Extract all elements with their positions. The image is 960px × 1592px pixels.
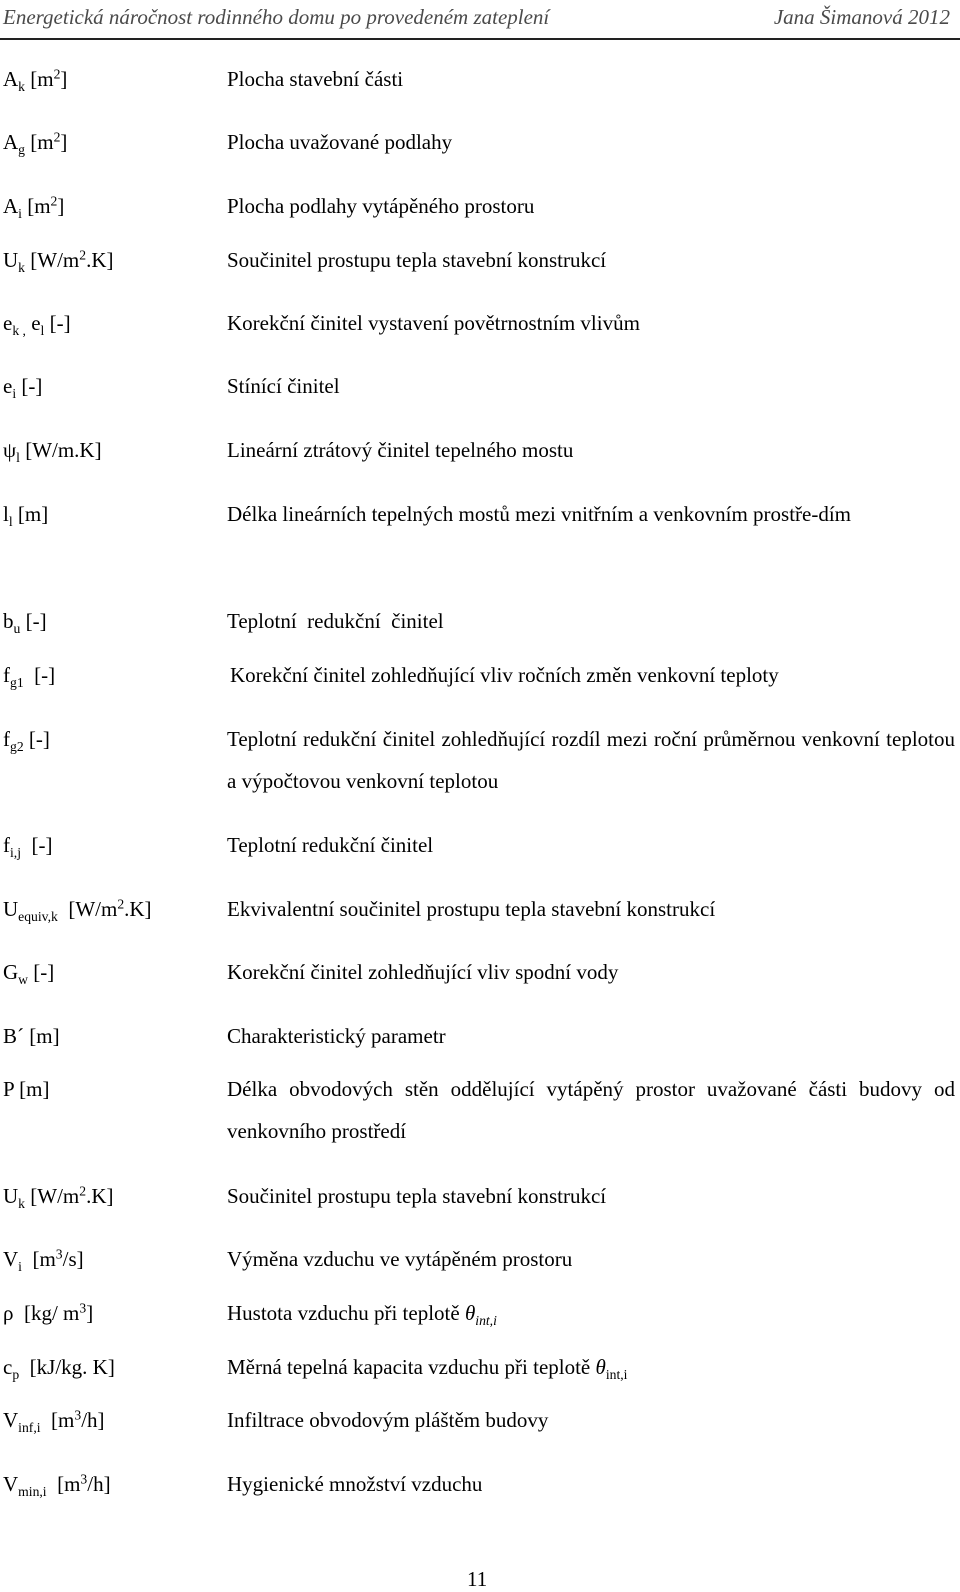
description-u-k: Součinitel prostupu tepla stavební konstrukcí [227,248,607,272]
description-a-k: Plocha stavební části [227,67,404,91]
description-f-g2: Teplotní redukční činitel zohledňující rozdíl mezi roční průměrnou venkovní teplotou a výpočtovou venkovní teplotou [227,727,955,793]
description-rho: Hustota vzduchu při teplotě $\theta_{int,i}$ [227,1301,497,1328]
symbol-v-inf-i: $V_{inf,i}$ $[m^3/h]$ [3,1407,105,1435]
page-number: 11 [467,1567,488,1591]
symbol-f-g1: $f_{g1}$ [-] [3,663,56,690]
document-author-year: Jana Šimanová 2012 [773,5,950,29]
description-b-prime: Charakteristický parametr [227,1024,446,1048]
description-v-inf-i: Infiltrace obvodovým pláštěm budovy [227,1408,549,1432]
symbol-a-k: $A_k$ $[m^2]$ [3,66,68,94]
description-g-w: Korekční činitel zohledňující vliv spodní vody [227,960,619,984]
symbol-v-min-i: $V_{min,i}$ $[m^3/h]$ [3,1471,111,1499]
description-f-g1: Korekční činitel zohledňující vliv ročních změn venkovní teploty [230,663,779,687]
symbol-l-l: $l_l$ [m] [3,502,49,529]
description-a-g: Plocha uvažované podlahy [227,130,453,154]
symbol-psi-l: $\psi_l$ [W/m.K] [3,438,102,465]
symbol-u-equiv-k: $U_{equiv,k}$ $[W/m^2.K]$ [3,896,152,924]
page-header [0,0,960,40]
symbol-u-k: $U_k$ $[W/m^2.K]$ [3,247,114,275]
description-e-k-e-l: Korekční činitel vystavení povětrnostním vlivům [227,311,640,335]
description-e-i: Stínící činitel [227,374,340,398]
document-title: Energetická náročnost rodinného domu po provedeném zateplení [3,5,550,29]
description-p: Délka obvodových stěn oddělující vytápěný prostor uvažované části budovy od venkovního prostředí [227,1077,955,1143]
description-u-equiv-k: Ekvivalentní součinitel prostupu tepla stavební konstrukcí [227,897,716,921]
description-l-l: Délka lineárních tepelných mostů mezi vnitřním a venkovním prostře-dím [227,502,852,526]
symbol-b-prime: B´ [m] [3,1024,60,1048]
symbol-e-k-e-l: $e_{k ,}$ $e_l$ [-] [3,311,71,338]
symbol-a-g: $A_g$ $[m^2]$ [3,129,68,157]
symbol-v-i: $V_i$ $[m^3/s]$ [3,1246,84,1274]
symbol-c-p: $c_p$ [kJ/kg. K] [3,1355,115,1382]
symbol-u-k-2: $U_k$ $[W/m^2.K]$ [3,1183,114,1211]
description-psi-l: Lineární ztrátový činitel tepelného mostu [227,438,574,462]
description-f-ij: Teplotní redukční činitel [227,833,434,857]
header-rule [0,38,960,40]
description-c-p: Měrná tepelná kapacita vzduchu při teplotě $\theta_{int,i}$ [227,1355,628,1382]
symbol-p: P [m] [3,1077,50,1101]
symbol-e-i: $e_i$ [-] [3,374,43,401]
symbol-f-ij: $f_{i,j}$ [-] [3,833,53,860]
description-v-i: Výměna vzduchu ve vytápěném prostoru [227,1247,573,1271]
symbol-b-u: $b_u$ [-] [3,609,47,636]
description-v-min-i: Hygienické množství vzduchu [227,1472,483,1496]
description-b-u: Teplotní redukční činitel [227,609,444,633]
symbol-a-i: $A_i$ $[m^2]$ [3,193,65,221]
symbol-g-w: $G_w$ [-] [3,960,55,987]
description-a-i: Plocha podlahy vytápěného prostoru [227,194,535,218]
description-u-k-2: Součinitel prostupu tepla stavební konstrukcí [227,1184,607,1208]
symbol-f-g2: $f_{g2}$ [-] [3,727,50,754]
symbol-rho: ρ [kg/ $m^3$] [3,1300,94,1325]
